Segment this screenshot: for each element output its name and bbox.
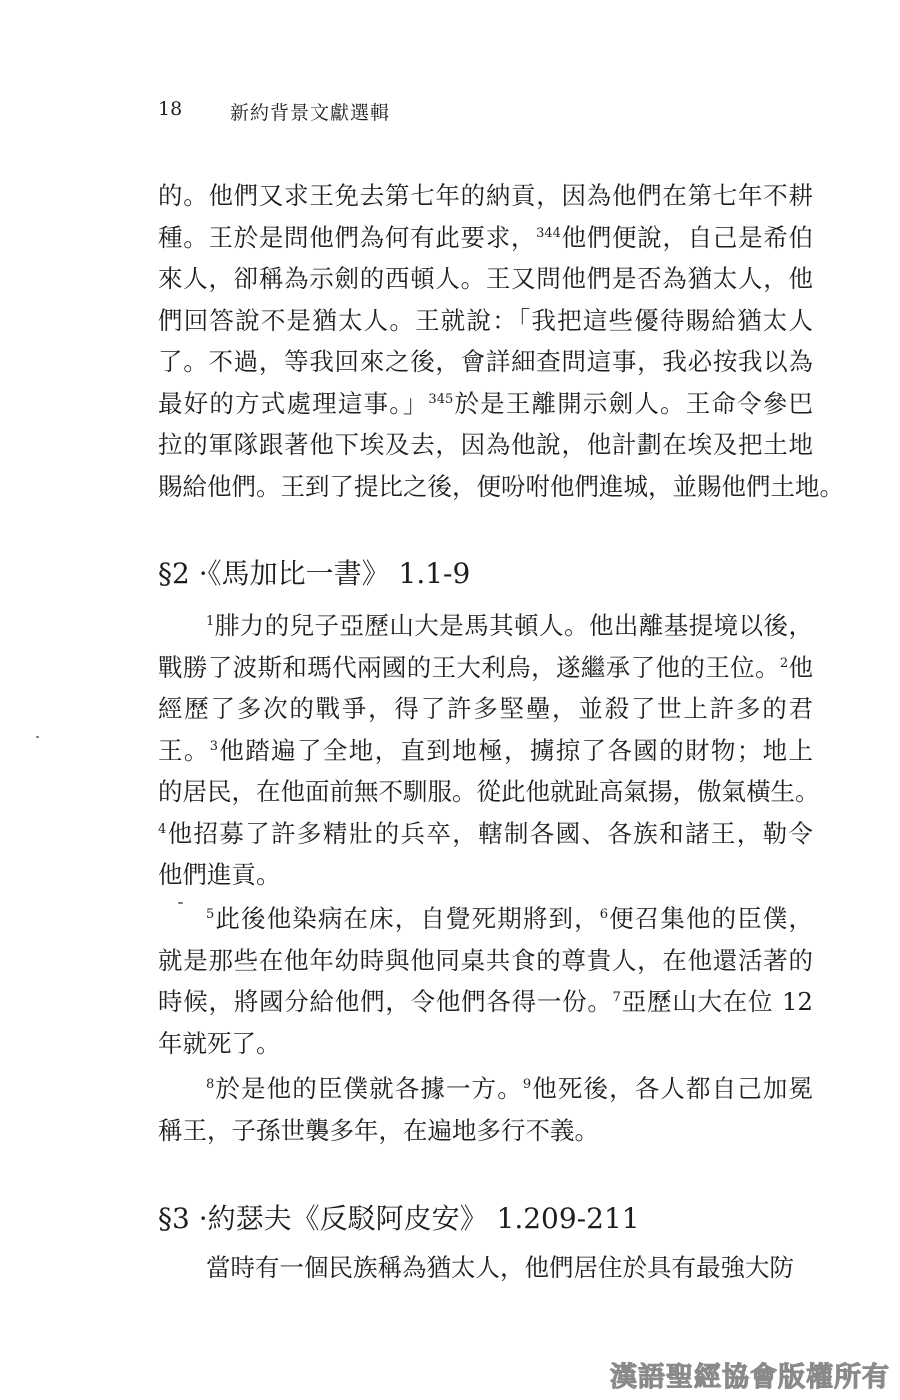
text-line: 經歷了多次的戰爭，得了許多堅壘，並殺了世上許多的君 (158, 694, 813, 723)
text-line: 種。王於是問他們為何有此要求，$^{344}$他們便說，自己是希伯 (158, 222, 814, 252)
text-line: 的居民，在他面前無不馴服。從此他就趾高氣揚，傲氣橫生。 (158, 777, 820, 806)
copyright-watermark: 漢語聖經協會版權所有 (610, 1362, 890, 1393)
section-2-paragraph-2 (158, 898, 813, 1064)
scan-speck (36, 736, 39, 738)
section-2-paragraph-3 (158, 1068, 813, 1151)
text-line: 他們進貢。 (158, 860, 281, 889)
section-heading-2: §2 ·《馬加比一書》 1.1-9 (158, 557, 471, 590)
verse-number: 5 (206, 907, 215, 922)
verse-number: 4 (158, 821, 167, 837)
text-line: 就是那些在他年幼時與他同桌共食的尊貴人，在他還活著的 (158, 945, 813, 975)
section-2-paragraph-1 (158, 605, 820, 896)
page-number: 18 (158, 98, 183, 120)
text-line: $^1$腓力的兒子亞歷山大是馬其頓人。他出離基提境以後， (206, 611, 813, 640)
text-line: $^8$於是他的臣僕就各據一方。$^9$他死後，各人都自己加冕 (206, 1074, 814, 1103)
text-line: 稱王，子孫世襲多年，在遍地多行不義。 (158, 1115, 599, 1145)
text-line: $^5$此後他染病在床，自覺死期將到，$^6$便召集他的臣僕， (206, 904, 814, 933)
book-title: 新約背景文獻選輯 (230, 102, 391, 124)
section-heading-3: §3 ·約瑟夫《反駁阿皮安》 1.209-211 (158, 1202, 640, 1235)
running-header (158, 98, 390, 125)
footnote-ref: 344 (536, 225, 561, 241)
text-line: 當時有一個民族稱為猶太人，他們居住於具有最強大防 (206, 1253, 794, 1282)
text-line: 年就死了。 (158, 1028, 281, 1058)
text-line: $^4$他招募了許多精壯的兵卒，轄制各國、各族和諸王，勒令 (158, 818, 813, 848)
verse-number: 9 (522, 1077, 532, 1092)
text-line: 最好的方式處理這事。」$^{345}$於是王離開示劍人。王命令參巴 (158, 388, 814, 418)
verse-number: 1 (206, 614, 215, 629)
text-line: 時候，將國分給他們，令他們各得一份。$^7$亞歷山大在位 12 (158, 987, 813, 1016)
section-3-paragraph-1 (158, 1247, 813, 1289)
verse-number: 2 (779, 655, 789, 671)
text-line: 的。他們又求王免去第七年的納貢，因為他們在第七年不耕 (158, 181, 813, 210)
verse-number: 8 (206, 1077, 215, 1092)
verse-number: 3 (209, 738, 219, 754)
scan-speck (178, 902, 183, 904)
text-line: 王。$^3$他踏遍了全地，直到地極，擄掠了各國的財物；地上 (158, 735, 814, 765)
footnote-ref: 345 (428, 391, 454, 407)
verse-number: 6 (599, 907, 609, 922)
text-line: 戰勝了波斯和瑪代兩國的王大利烏，遂繼承了他的王位。$^2$他 (158, 652, 813, 682)
text-line: 了。不過，等我回來之後，會詳細查問這事，我必按我以為 (158, 347, 813, 376)
text-line: 們回答說不是猶太人。王就說：「我把這些優待賜給猶太人 (158, 305, 813, 335)
verse-number: 7 (612, 990, 621, 1005)
text-line: 賜給他們。王到了提比之後，便吩咐他們進城，並賜他們土地。 (158, 471, 844, 501)
continuation-paragraph (158, 175, 844, 507)
text-line: 拉的軍隊跟著他下埃及去，因為他說，他計劃在埃及把土地 (158, 430, 813, 459)
text-line: 來人，卻稱為示劍的西頓人。王又問他們是否為猶太人，他 (158, 264, 813, 293)
